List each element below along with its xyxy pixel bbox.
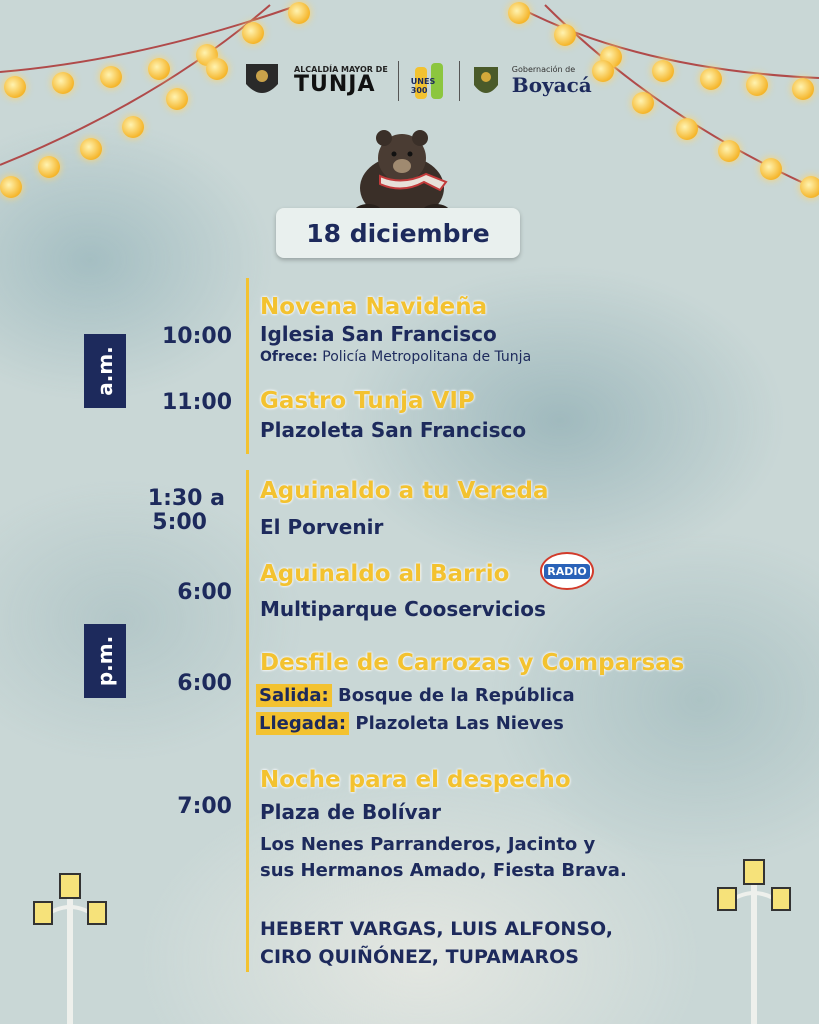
logo-divider — [398, 61, 399, 101]
light-bulb — [676, 118, 698, 140]
date-banner — [276, 208, 520, 258]
light-bulb — [0, 176, 22, 198]
light-bulb — [554, 24, 576, 46]
light-bulb — [206, 58, 228, 80]
event-place: Plazoleta San Francisco — [260, 418, 527, 442]
llegada-place: Plazoleta Las Nieves — [355, 713, 564, 734]
light-bulb — [746, 74, 768, 96]
light-bulb — [166, 88, 188, 110]
event-time: 11:00 — [161, 390, 232, 415]
light-bulb — [4, 76, 26, 98]
am-label-box — [84, 334, 126, 408]
boyaca-crest-icon — [470, 61, 502, 101]
headliners-line: HEBERT VARGAS, LUIS ALFONSO, — [260, 918, 613, 940]
event-time: 6:00 — [177, 580, 232, 605]
light-bulb — [52, 72, 74, 94]
artists-line: sus Hermanos Amado, Fiesta Brava. — [260, 860, 627, 881]
radio-station-logo — [540, 552, 594, 590]
tunja-logo — [294, 66, 388, 96]
light-bulb — [760, 158, 782, 180]
light-bulb — [508, 2, 530, 24]
light-bulb — [288, 2, 310, 24]
light-bulb — [800, 176, 819, 198]
radio-label: RADIO — [544, 564, 590, 579]
event-place: El Porvenir — [260, 515, 384, 539]
logo-divider — [459, 61, 460, 101]
am-timeline-line — [246, 278, 249, 454]
event-title: Aguinaldo al Barrio — [260, 561, 510, 587]
light-bulb — [242, 22, 264, 44]
event-place: Iglesia San Francisco — [260, 322, 497, 346]
headliners-line: CIRO QUIÑÓNEZ, TUPAMAROS — [260, 946, 579, 968]
light-bulb — [718, 140, 740, 162]
event-time: 6:00 — [177, 671, 232, 696]
event-time-start: 1:30 a — [147, 486, 225, 511]
offer-text: Policía Metropolitana de Tunja — [322, 349, 532, 365]
date-label: 18 diciembre — [306, 218, 490, 248]
light-bulb — [700, 68, 722, 90]
light-bulb — [100, 66, 122, 88]
event-title: Gastro Tunja VIP — [260, 388, 475, 414]
pm-label-box — [84, 624, 126, 698]
event-time-end: 5:00 — [152, 510, 207, 535]
unes-300-label: UNES 300 — [410, 77, 436, 95]
event-title: Aguinaldo a tu Vereda — [260, 478, 549, 504]
event-time: 10:00 — [161, 324, 232, 349]
event-title: Novena Navideña — [260, 294, 488, 320]
salida-place: Bosque de la República — [337, 685, 575, 706]
am-label: a.m. — [93, 346, 117, 396]
event-place: Multiparque Cooservicios — [260, 597, 546, 621]
event-llegada — [256, 713, 564, 734]
header-logos — [240, 58, 592, 104]
boyaca-logo-small: Gobernación de — [511, 65, 576, 75]
event-time: 7:00 — [177, 794, 232, 819]
light-bulb — [592, 60, 614, 82]
event-offer — [260, 349, 531, 365]
pm-label: p.m. — [93, 635, 118, 687]
event-title: Noche para el despecho — [260, 767, 571, 793]
light-bulb — [792, 78, 814, 100]
tunja-logo-big: TUNJA — [294, 72, 376, 97]
street-lamp-right-icon — [714, 852, 794, 1024]
light-bulb — [652, 60, 674, 82]
light-bulb — [80, 138, 102, 160]
boyaca-logo-big: Boyacá — [511, 72, 592, 97]
tunja-crest-icon — [240, 58, 284, 104]
pm-timeline-line — [246, 470, 249, 972]
light-bulb — [38, 156, 60, 178]
light-bulb — [632, 92, 654, 114]
offer-label: Ofrece: — [260, 349, 318, 365]
street-lamp-left-icon — [30, 866, 110, 1024]
unes-300-logo — [409, 59, 449, 103]
light-bulb — [122, 116, 144, 138]
tunja-logo-small: ALCALDÍA MAYOR DE — [294, 65, 388, 74]
llegada-label: Llegada: — [256, 712, 349, 735]
light-bulb — [148, 58, 170, 80]
event-title: Desfile de Carrozas y Comparsas — [260, 650, 685, 676]
event-place: Plaza de Bolívar — [260, 800, 442, 824]
salida-label: Salida: — [256, 684, 332, 707]
event-salida — [256, 685, 575, 706]
boyaca-logo — [512, 66, 592, 95]
artists-line: Los Nenes Parranderos, Jacinto y — [260, 834, 596, 855]
